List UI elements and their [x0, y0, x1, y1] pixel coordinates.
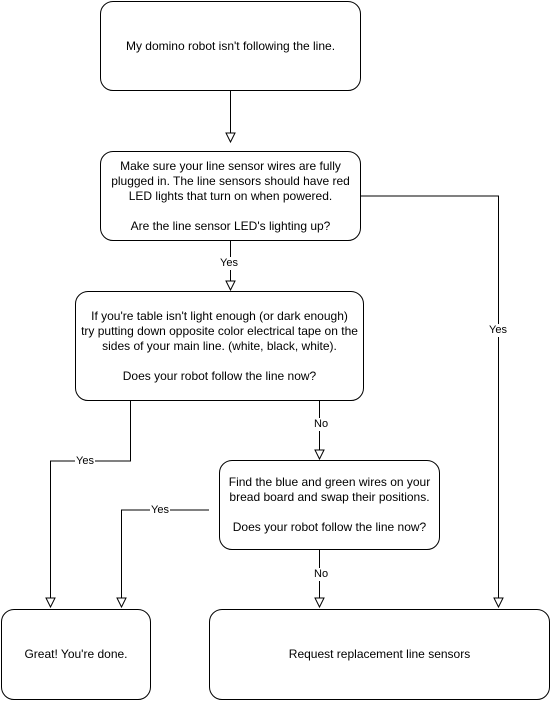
edge-label-tape-to-swap: No	[314, 418, 329, 430]
arrowhead-swap-to-done	[117, 598, 126, 607]
tape-line-2: try putting down opposite color electrical tape on the	[81, 323, 358, 338]
check-wires-line-3: LED lights that turn on when powered.	[128, 188, 333, 203]
line-gap	[81, 354, 358, 369]
line-gap	[229, 505, 430, 520]
node-replace	[209, 609, 550, 700]
arrowhead-tape-to-done	[46, 598, 55, 607]
node-tape	[75, 291, 364, 401]
node-replace-text: Request replacement line sensors	[288, 647, 471, 661]
edge-swap-to-done	[122, 510, 210, 598]
check-wires-line-1: Make sure your line sensor wires are fully	[120, 158, 341, 173]
node-start-text: My domino robot isn't following the line.	[125, 38, 336, 53]
arrowhead-check-wires-to-tape	[226, 281, 235, 290]
swap-line-1: Find the blue and green wires on your	[228, 475, 431, 489]
arrowhead-check-wires-to-replace	[494, 598, 503, 607]
edge-label-tape-to-done: Yes	[76, 455, 94, 467]
tape-line-3: sides of your main line. (white, black, white).	[102, 338, 337, 353]
arrowhead-start-to-check-wires	[226, 133, 235, 142]
node-start	[100, 1, 361, 91]
edge-label-swap-to-done: Yes	[151, 504, 169, 516]
check-wires-line-2: plugged in. The line sensors should have red	[111, 173, 350, 188]
swap-question: Does your robot follow the line now?	[232, 520, 427, 534]
arrowhead-tape-to-swap	[315, 450, 324, 459]
edge-label-swap-to-replace: No	[314, 568, 329, 580]
arrowhead-swap-to-replace	[315, 598, 324, 607]
tape-line-1: If you're table isn't light enough (or dark enough)	[91, 308, 348, 323]
line-gap	[111, 204, 350, 219]
node-done	[1, 609, 151, 700]
swap-line-2: bread board and swap their positions.	[229, 490, 430, 504]
check-wires-question: Are the line sensor LED's lighting up?	[130, 218, 331, 233]
tape-question: Does your robot follow the line now?	[122, 368, 317, 383]
node-swap	[219, 460, 440, 550]
edge-tape-to-done	[51, 401, 131, 598]
node-done-text: Great! You're done.	[24, 647, 128, 661]
node-check-wires	[100, 151, 361, 241]
edge-label-wires-to-replace: Yes	[489, 324, 507, 336]
edge-label-wires-to-tape: Yes	[220, 257, 238, 269]
